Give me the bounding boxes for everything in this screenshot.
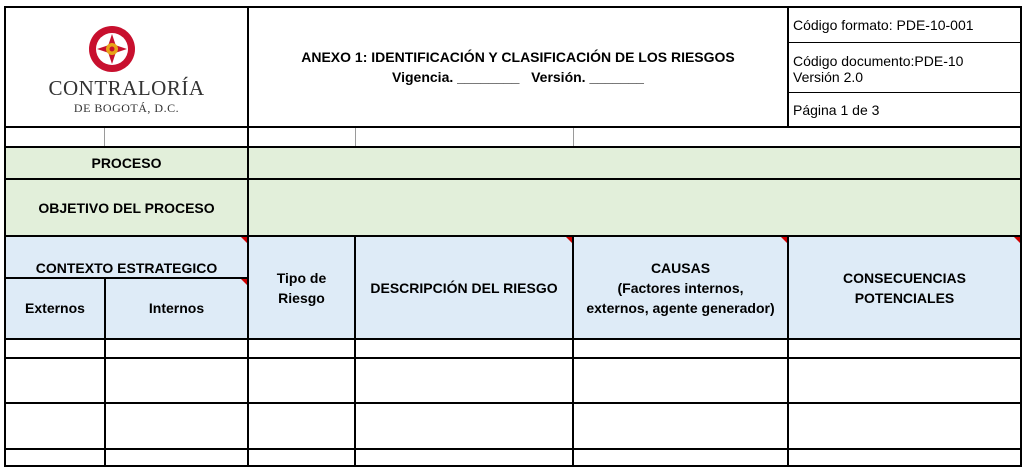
comment-marker-icon[interactable] [1014,237,1020,243]
tipo-riesgo-line2: Riesgo [278,289,325,306]
document-subtitle: Vigencia. ________ Versión. _______ [392,69,644,85]
causas-header [574,237,787,338]
comment-marker-icon[interactable] [566,237,572,243]
version: Versión 2.0 [793,69,864,85]
contexto-header: CONTEXTO ESTRATEGICO [35,260,218,276]
comment-marker-icon[interactable] [241,237,247,243]
comment-marker-icon[interactable] [781,237,787,243]
proceso-value[interactable] [249,148,1020,178]
table-row[interactable] [6,450,1020,465]
table-row[interactable] [6,340,1020,357]
document-title: ANEXO 1: IDENTIFICACIÓN Y CLASIFICACIÓN DE LOS RIESGOS [301,49,735,65]
consecuencias-header [789,237,1020,338]
objetivo-label: OBJETIVO DEL PROCESO [38,199,215,216]
codigo-formato: Código formato: PDE-10-001 [793,17,974,33]
internos-header: Internos [148,300,205,316]
document-title-block [249,8,787,126]
comment-marker-icon[interactable] [241,279,247,285]
pagina: Página 1 de 3 [793,101,880,118]
proceso-label: PROCESO [91,155,162,171]
externos-header: Externos [25,300,85,316]
tipo-riesgo-line1: Tipo de [276,269,327,286]
causas-detail-line1: (Factores internos, [617,279,744,296]
logo-subtitle: DE BOGOTÁ, D.C. [73,101,180,115]
causas-detail-line2: externos, agente generador) [586,299,775,316]
descripcion-header: DESCRIPCIÓN DEL RIESGO [370,279,558,296]
consecuencias-line2: POTENCIALES [854,289,955,306]
contraloria-emblem-icon [87,24,137,74]
table-row[interactable] [6,404,1020,448]
logo-name: CONTRALORÍA [48,76,205,100]
tipo-riesgo-header [249,237,354,338]
codigo-documento-block [789,43,1020,92]
logo [6,8,247,126]
table-row[interactable] [6,359,1020,402]
codigo-documento: Código documento:PDE-10 [793,53,964,69]
causas-title: CAUSAS [650,259,711,276]
objetivo-value[interactable] [249,180,1020,235]
consecuencias-line1: CONSECUENCIAS [843,269,966,286]
